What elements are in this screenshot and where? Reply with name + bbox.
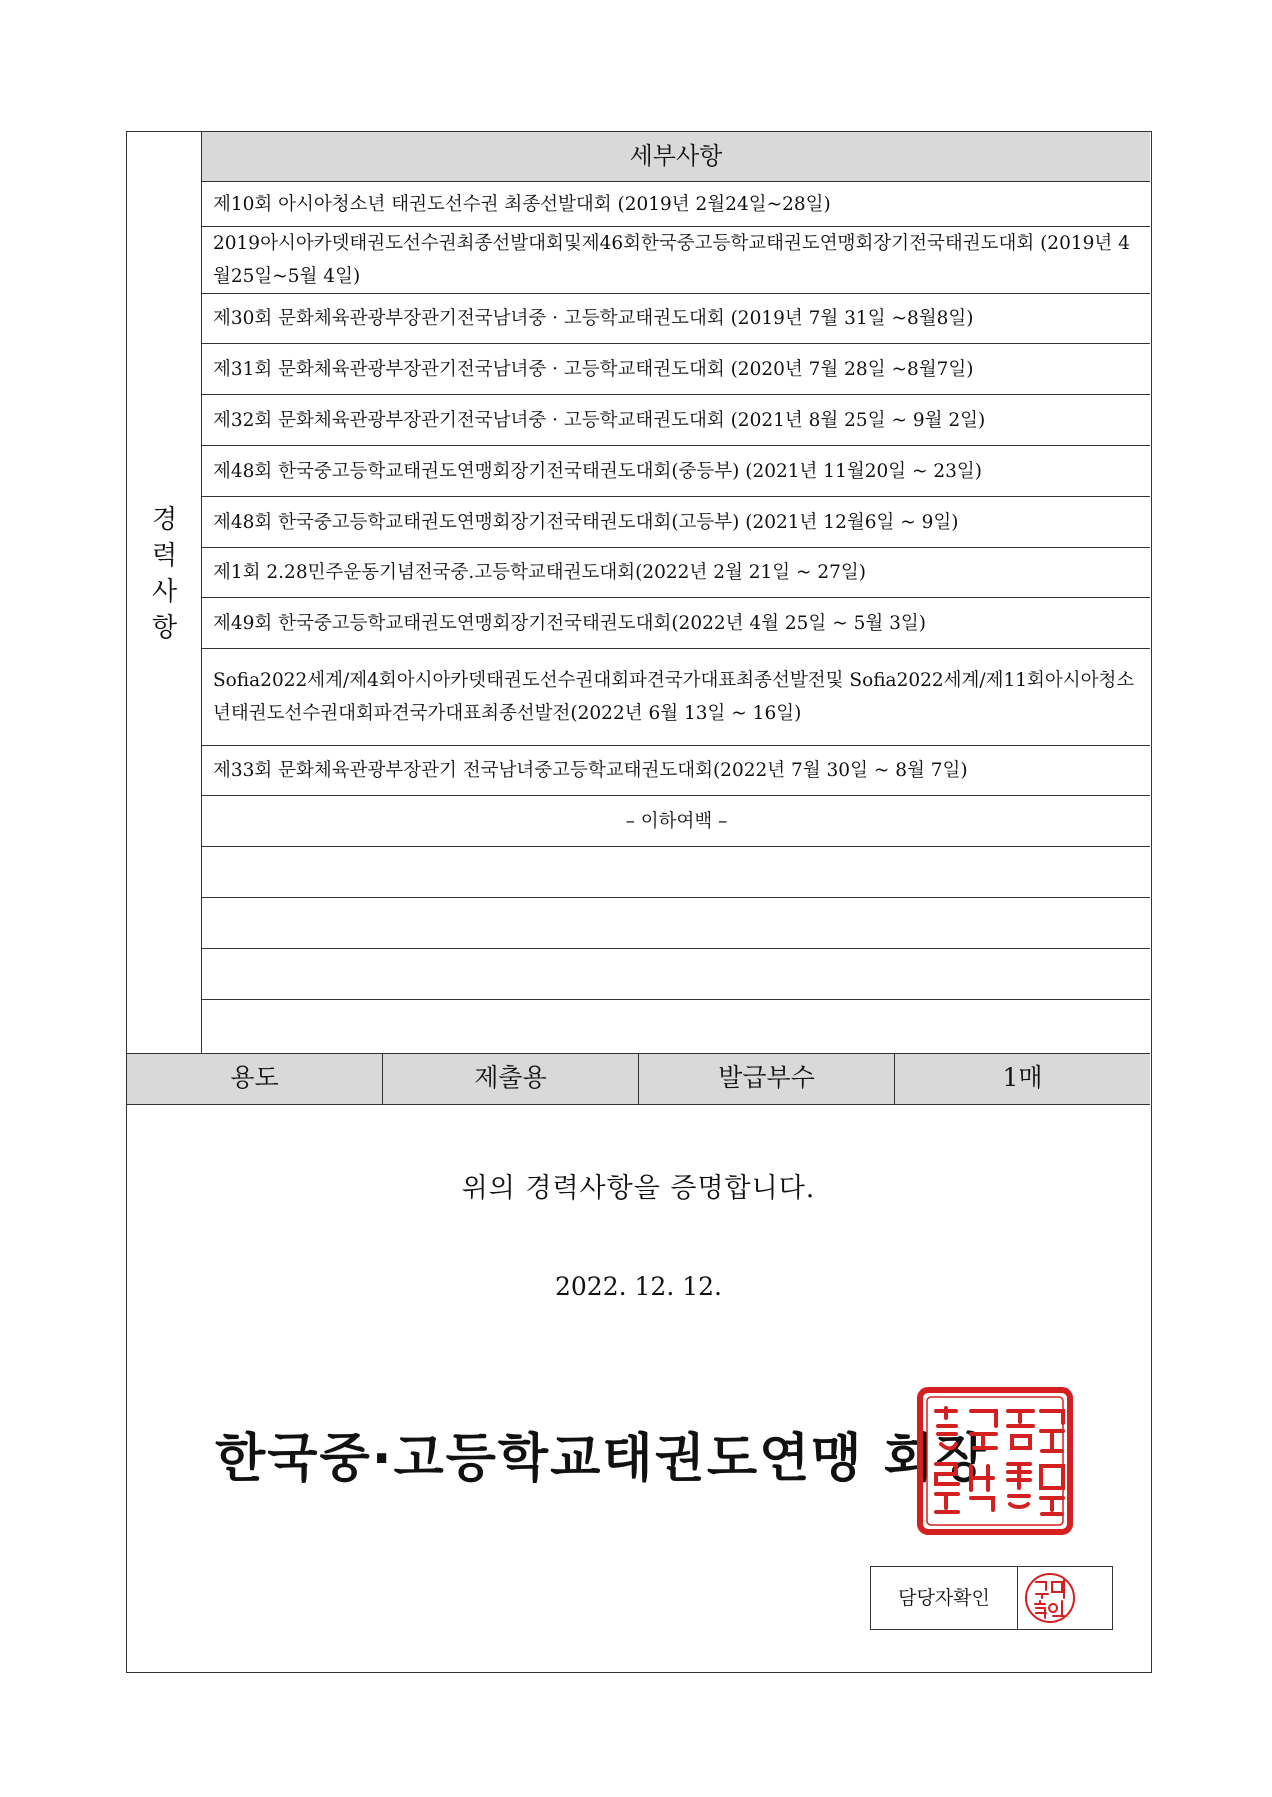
usage-bar	[127, 1053, 1150, 1105]
career-row-text: 제49회 한국중고등학교태권도연맹회장기전국태권도대회(2022년 4월 25일 ~ 5월 3일)	[213, 612, 926, 634]
career-row	[202, 649, 1150, 746]
career-row-text: 제48회 한국중고등학교태권도연맹회장기전국태권도대회(중등부) (2021년 11월20일 ~ 23일)	[213, 460, 983, 482]
career-row	[202, 344, 1150, 395]
career-details-table	[202, 132, 1150, 1053]
career-row	[202, 497, 1150, 548]
career-row	[202, 446, 1150, 497]
career-row-text: 2019아시아카뎃태권도선수권최종선발대회및제46회한국중고등학교태권도연맹회장기전국태권도대회 (2019년 4월25일~5월 4일)	[213, 233, 1130, 287]
copies-label: 발급부수	[639, 1054, 895, 1104]
empty-row	[202, 847, 1150, 898]
career-row	[202, 598, 1150, 649]
organization-signature: 한국중·고등학교태권도연맹 회장	[215, 1429, 989, 1489]
purpose-value: 제출용	[383, 1054, 639, 1104]
details-header: 세부사항	[202, 132, 1150, 182]
purpose-label: 용도	[127, 1054, 383, 1104]
career-row-text: 제1회 2.28민주운동기념전국중.고등학교태권도대회(2022년 2월 21일 ~ 27일)	[213, 562, 867, 583]
confirm-stamp-area	[1018, 1567, 1112, 1629]
career-row	[202, 182, 1150, 227]
officer-confirmation-box	[870, 1566, 1113, 1630]
confirm-label: 담당자확인	[871, 1567, 1018, 1629]
official-seal-icon	[916, 1386, 1074, 1536]
confirm-stamp-icon	[1018, 1568, 1112, 1628]
issue-date: 2022. 12. 12.	[555, 1272, 722, 1301]
career-section	[127, 132, 1150, 1053]
certify-statement: 위의 경력사항을 증명합니다.	[461, 1173, 816, 1204]
certificate-frame	[126, 131, 1152, 1673]
empty-row	[202, 1000, 1150, 1053]
end-marker-text: – 이하여백 –	[625, 810, 728, 832]
career-row-text: Sofia2022세계/제4회아시아카뎃태권도선수권대회파견국가대표최종선발전및 Sofia2022세계/제11회아시아청소년태권도선수권대회파견국가대표최종선발전(2022년 6월 13일 ~ 16일)	[213, 670, 1135, 724]
empty-row	[202, 898, 1150, 949]
empty-row	[202, 949, 1150, 1000]
career-row-text: 제48회 한국중고등학교태권도연맹회장기전국태권도대회(고등부) (2021년 12월6일 ~ 9일)	[213, 511, 959, 533]
career-row	[202, 548, 1150, 598]
career-row-text: 제30회 문화체육관광부장관기전국남녀중 · 고등학교태권도대회 (2019년 7월 31일 ~8월8일)	[213, 308, 974, 329]
side-label-char: 경	[151, 505, 178, 535]
career-row-text: 제10회 아시아청소년 태권도선수권 최종선발대회 (2019년 2월24일~28일)	[213, 193, 831, 215]
career-row-text: 제31회 문화체육관광부장관기전국남녀중 · 고등학교태권도대회 (2020년 7월 28일 ~8월7일)	[213, 358, 974, 380]
career-side-label	[127, 132, 202, 1053]
career-row	[202, 227, 1150, 294]
career-row	[202, 395, 1150, 446]
career-row-text: 제32회 문화체육관광부장관기전국남녀중 · 고등학교태권도대회 (2021년 8월 25일 ~ 9월 2일)	[213, 409, 986, 431]
career-row	[202, 294, 1150, 344]
end-marker-row	[202, 796, 1150, 847]
copies-value: 1매	[1002, 1063, 1043, 1092]
side-label-char: 사	[151, 577, 178, 607]
career-row-text: 제33회 문화체육관광부장관기 전국남녀중고등학교태권도대회(2022년 7월 30일 ~ 8월 7일)	[213, 760, 968, 781]
side-label-char: 항	[151, 613, 178, 643]
side-label-char: 력	[151, 541, 178, 571]
career-row	[202, 746, 1150, 796]
